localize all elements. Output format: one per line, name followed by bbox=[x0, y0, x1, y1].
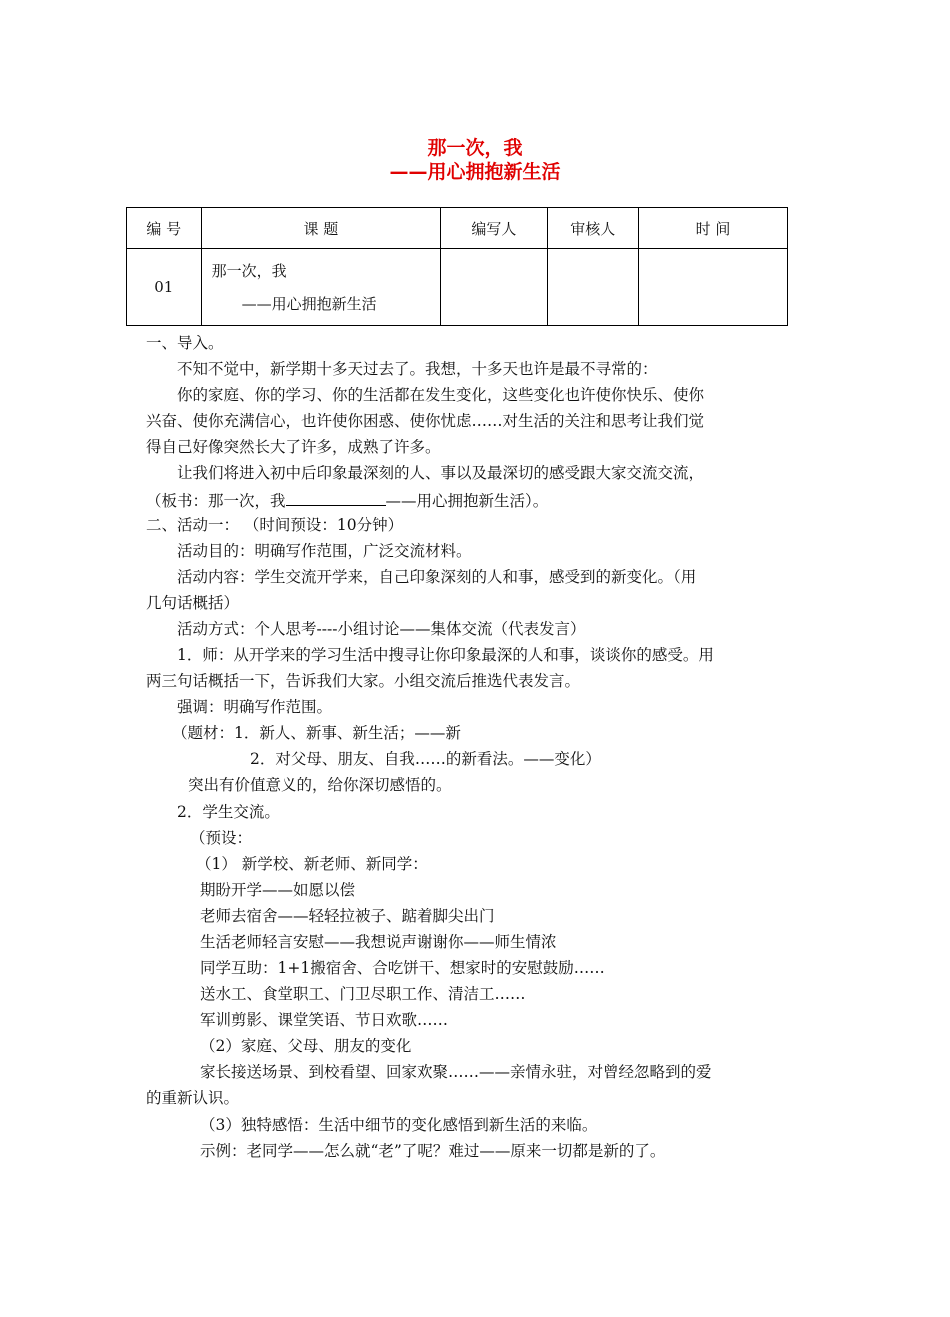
paragraph-line: （预设： bbox=[190, 829, 253, 847]
cell-topic-line2: ——用心拥抱新生活 bbox=[241, 295, 377, 313]
cell-time bbox=[639, 249, 788, 326]
paragraph-line: 不知不觉中，新学期十多天过去了。我想，十多天也许是最不寻常的： bbox=[177, 360, 658, 378]
paragraph-line: （题材：1．新人、新事、新生活；——新 bbox=[172, 724, 461, 742]
paragraph-line: 突出有价值意义的，给你深切感悟的。 bbox=[188, 776, 452, 794]
paragraph-line: 老师去宿舍——轻轻拉被子、踮着脚尖出门 bbox=[200, 907, 495, 925]
paragraph-line: 同学互助：1+1搬宿舍、合吃饼干、想家时的安慰鼓励…… bbox=[200, 959, 605, 977]
header-time: 时 间 bbox=[639, 208, 788, 249]
page-subtitle: ——用心拥抱新生活 bbox=[389, 161, 561, 183]
paragraph-line: 几句话概括） bbox=[146, 594, 240, 612]
paragraph-line: 期盼开学——如愿以偿 bbox=[200, 881, 356, 899]
paragraph-line: 军训剪影、课堂笑语、节日欢歌…… bbox=[200, 1011, 449, 1029]
paragraph-line: 2．学生交流。 bbox=[177, 803, 280, 821]
paragraph-line: 让我们将进入初中后印象最深刻的人、事以及最深切的感受跟大家交流交流， bbox=[177, 464, 705, 482]
paragraph-line: 兴奋、使你充满信心，也许使你困惑、使你忧虑……对生活的关注和思考让我们觉 bbox=[146, 412, 705, 430]
paragraph-line: 示例：老同学——怎么就“老”了呢？难过——原来一切都是新的了。 bbox=[200, 1142, 666, 1160]
table-row bbox=[127, 249, 788, 326]
section-heading-intro: 一、导入。 bbox=[146, 334, 224, 352]
cell-author bbox=[441, 249, 547, 326]
header-author: 编写人 bbox=[441, 208, 547, 249]
table-header-row bbox=[127, 208, 788, 249]
paragraph-line: 两三句话概括一下，告诉我们大家。小组交流后推选代表发言。 bbox=[146, 672, 581, 690]
paragraph-line: 得自己好像突然长大了许多，成熟了许多。 bbox=[146, 438, 441, 456]
cell-reviewer bbox=[547, 249, 638, 326]
paragraph-line bbox=[146, 489, 548, 511]
paragraph-line: 1．师：从开学来的学习生活中搜寻让你印象最深的人和事，谈谈你的感受。用 bbox=[177, 646, 714, 664]
cell-topic bbox=[201, 249, 441, 326]
page-title: 那一次，我 bbox=[427, 137, 523, 159]
paragraph-line: 生活老师轻言安慰——我想说声谢谢你——师生情浓 bbox=[200, 933, 557, 951]
paragraph-line: 活动方式：个人思考----小组讨论——集体交流（代表发言） bbox=[177, 620, 586, 638]
lesson-info-table bbox=[126, 207, 788, 326]
cell-number: 01 bbox=[127, 249, 202, 326]
paragraph-line: 强调：明确写作范围。 bbox=[177, 698, 333, 716]
paragraph-line: 你的家庭、你的学习、你的生活都在发生变化，这些变化也许使你快乐、使你 bbox=[177, 386, 705, 404]
paragraph-line: （2）家庭、父母、朋友的变化 bbox=[200, 1037, 412, 1055]
paragraph-line: 家长接送场景、到校看望、回家欢聚……——亲情永驻，对曾经忽略到的爱 bbox=[200, 1063, 712, 1081]
paragraph-line: 活动内容：学生交流开学来，自己印象深刻的人和事，感受到的新变化。（用 bbox=[177, 568, 697, 586]
paragraph-line: 活动目的：明确写作范围，广泛交流材料。 bbox=[177, 542, 472, 560]
paragraph-line: （1） 新学校、新老师、新同学： bbox=[196, 855, 428, 873]
paragraph-line: 2．对父母、朋友、自我……的新看法。——变化） bbox=[250, 750, 601, 768]
board-note-start: （板书：那一次，我 bbox=[146, 492, 286, 510]
fill-in-blank bbox=[286, 489, 386, 506]
header-number: 编 号 bbox=[127, 208, 202, 249]
board-note-end: ——用心拥抱新生活）。 bbox=[385, 492, 549, 510]
cell-topic-line1: 那一次，我 bbox=[211, 262, 287, 280]
paragraph-line: 的重新认识。 bbox=[146, 1089, 240, 1107]
paragraph-line: （3）独特感悟：生活中细节的变化感悟到新生活的来临。 bbox=[200, 1116, 598, 1134]
section-heading-activity: 二、活动一： （时间预设：10分钟） bbox=[146, 516, 404, 534]
header-reviewer: 审核人 bbox=[547, 208, 638, 249]
paragraph-line: 送水工、食堂职工、门卫尽职工作、清洁工…… bbox=[200, 985, 526, 1003]
header-topic: 课 题 bbox=[201, 208, 441, 249]
